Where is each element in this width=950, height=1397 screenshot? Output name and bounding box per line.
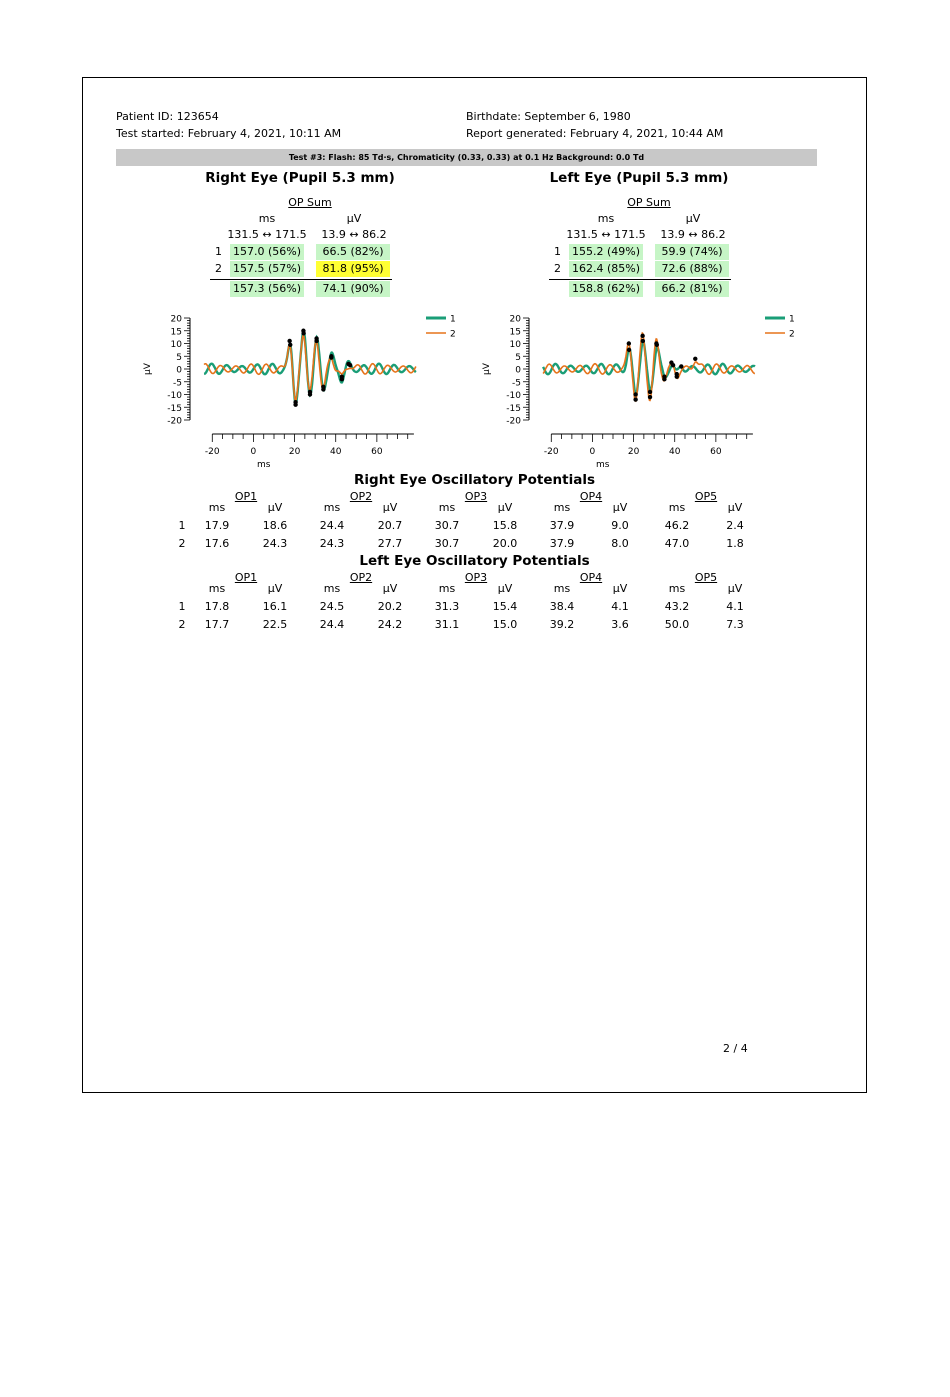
op-value: 30.7 xyxy=(434,519,460,532)
x-tick-label: 60 xyxy=(710,447,722,457)
legend-label: 1 xyxy=(450,314,456,325)
op-value: 24.4 xyxy=(319,618,345,631)
op-value: 15.0 xyxy=(492,618,518,631)
op-value: 4.1 xyxy=(726,600,744,613)
op-marker xyxy=(633,392,637,396)
op-value: 15.8 xyxy=(492,519,518,532)
op-marker xyxy=(633,397,637,401)
op-marker xyxy=(648,390,652,394)
op-value: 30.7 xyxy=(434,537,460,550)
y-tick-label: 5 xyxy=(515,352,521,363)
x-tick-label: 40 xyxy=(329,447,342,457)
col-uv: µV xyxy=(727,501,743,514)
x-tick-label: 60 xyxy=(371,447,383,457)
col-uv: µV xyxy=(612,582,628,595)
op-marker xyxy=(693,357,697,361)
op-value: 17.8 xyxy=(204,600,230,613)
row1-uv: 59.9 (74%) xyxy=(655,244,729,260)
col-ms: ms xyxy=(438,582,456,595)
op-sum-title: OP Sum xyxy=(627,196,671,209)
op-header: OP2 xyxy=(349,571,373,584)
y-tick-label: 20 xyxy=(509,314,521,325)
op-value: 27.7 xyxy=(377,537,403,550)
op-marker xyxy=(308,392,312,396)
op-value: 4.1 xyxy=(611,600,629,613)
x-axis-label: ms xyxy=(595,460,610,470)
y-tick-label: -5 xyxy=(173,378,182,389)
op-value: 24.4 xyxy=(319,519,345,532)
row2-uv: 81.8 (95%) xyxy=(316,261,390,277)
avg-ms: 157.3 (56%) xyxy=(230,281,304,297)
row-label: 1 xyxy=(178,600,186,613)
op-header: OP1 xyxy=(234,490,258,503)
op-marker xyxy=(627,348,631,352)
x-tick-label: 20 xyxy=(627,447,640,457)
left-ops-table xyxy=(83,571,866,631)
legend-label: 2 xyxy=(789,329,795,340)
col-ms: ms xyxy=(258,212,276,225)
col-uv: µV xyxy=(497,501,513,514)
page-number: 2 / 4 xyxy=(723,1042,748,1055)
op-marker xyxy=(314,336,318,340)
row-label: 1 xyxy=(554,245,561,258)
op-value: 46.2 xyxy=(664,519,690,532)
op-value: 24.2 xyxy=(377,618,403,631)
y-tick-label: 0 xyxy=(515,365,521,376)
y-tick-label: -10 xyxy=(506,391,521,401)
y-tick-label: -20 xyxy=(506,416,521,427)
op-marker xyxy=(671,363,675,367)
op-marker xyxy=(348,363,352,367)
op-value: 15.4 xyxy=(492,600,518,613)
op-value: 43.2 xyxy=(664,600,690,613)
y-tick-label: -15 xyxy=(506,403,521,414)
col-uv: µV xyxy=(382,582,398,595)
legend-label: 1 xyxy=(789,314,795,325)
op-value: 1.8 xyxy=(726,537,744,550)
col-uv: µV xyxy=(497,582,513,595)
op-marker xyxy=(648,395,652,399)
divider xyxy=(549,279,731,280)
op-marker xyxy=(288,343,292,347)
op-marker xyxy=(675,374,679,378)
op-marker xyxy=(627,341,631,345)
x-tick-label: 0 xyxy=(589,447,596,457)
y-tick-label: 15 xyxy=(170,327,182,338)
row2-uv: 72.6 (88%) xyxy=(655,261,729,277)
op-value: 38.4 xyxy=(549,600,575,613)
op-header: OP3 xyxy=(464,571,488,584)
row-label: 2 xyxy=(554,262,561,275)
op-marker xyxy=(321,387,325,391)
op-header: OP5 xyxy=(694,571,718,584)
row-label: 2 xyxy=(178,618,186,631)
op-value: 37.9 xyxy=(549,537,575,550)
range-uv: 13.9 ↔ 86.2 xyxy=(321,228,387,241)
op-marker xyxy=(679,364,683,368)
col-ms: ms xyxy=(668,501,686,514)
y-tick-label: -15 xyxy=(167,403,182,414)
row1-ms: 155.2 (49%) xyxy=(569,244,643,260)
col-ms: ms xyxy=(668,582,686,595)
left-eye-title: Left Eye (Pupil 5.3 mm) xyxy=(549,170,729,186)
op-marker xyxy=(287,339,291,343)
op-sum-title: OP Sum xyxy=(288,196,332,209)
row-label: 2 xyxy=(178,537,186,550)
col-uv: µV xyxy=(267,501,283,514)
op-value: 24.3 xyxy=(319,537,345,550)
col-uv: µV xyxy=(382,501,398,514)
op-marker xyxy=(654,341,658,345)
range-ms: 131.5 ↔ 171.5 xyxy=(566,228,646,241)
left-eye-op-chart xyxy=(477,306,807,471)
avg-uv: 66.2 (81%) xyxy=(655,281,729,297)
op-value: 24.3 xyxy=(262,537,288,550)
x-tick-label: 20 xyxy=(288,447,301,457)
row-label: 2 xyxy=(215,262,222,275)
op-marker xyxy=(640,334,644,338)
op-header: OP5 xyxy=(694,490,718,503)
y-tick-label: -10 xyxy=(167,391,182,401)
op-header: OP4 xyxy=(579,571,603,584)
op-value: 7.3 xyxy=(726,618,744,631)
test-started: Test started: February 4, 2021, 10:11 AM xyxy=(116,127,342,140)
y-tick-label: 10 xyxy=(170,340,182,350)
op-header: OP1 xyxy=(234,571,258,584)
y-tick-label: 10 xyxy=(509,340,521,350)
op-value: 22.5 xyxy=(262,618,288,631)
y-tick-label: 20 xyxy=(170,314,182,325)
op-value: 20.2 xyxy=(377,600,403,613)
legend-label: 2 xyxy=(450,329,456,340)
left-ops-title: Left Eye Oscillatory Potentials xyxy=(359,553,590,569)
op-value: 31.3 xyxy=(434,600,460,613)
op-value: 2.4 xyxy=(726,519,744,532)
op-value: 18.6 xyxy=(262,519,288,532)
op-value: 20.0 xyxy=(492,537,518,550)
op-marker xyxy=(662,374,666,378)
op-value: 20.7 xyxy=(377,519,403,532)
series-line-1 xyxy=(543,341,755,394)
col-ms: ms xyxy=(553,501,571,514)
op-value: 31.1 xyxy=(434,618,460,631)
col-ms: ms xyxy=(323,582,341,595)
op-value: 47.0 xyxy=(664,537,690,550)
op-value: 37.9 xyxy=(549,519,575,532)
y-tick-label: 15 xyxy=(509,327,521,338)
right-eye-op-chart xyxy=(138,306,468,471)
col-uv: µV xyxy=(685,212,701,225)
y-axis-label: µV xyxy=(482,363,492,375)
col-uv: µV xyxy=(727,582,743,595)
row-label: 1 xyxy=(178,519,186,532)
birthdate: Birthdate: September 6, 1980 xyxy=(466,110,631,123)
op-value: 17.6 xyxy=(204,537,230,550)
op-marker xyxy=(301,329,305,333)
op-value: 16.1 xyxy=(262,600,288,613)
col-ms: ms xyxy=(323,501,341,514)
row-label: 1 xyxy=(215,245,222,258)
range-ms: 131.5 ↔ 171.5 xyxy=(227,228,307,241)
op-value: 3.6 xyxy=(611,618,629,631)
report-page xyxy=(82,77,867,1093)
op-header: OP4 xyxy=(579,490,603,503)
y-tick-label: -20 xyxy=(167,416,182,427)
x-axis-label: ms xyxy=(256,460,271,470)
row1-ms: 157.0 (56%) xyxy=(230,244,304,260)
col-uv: µV xyxy=(346,212,362,225)
x-tick-label: -20 xyxy=(204,447,220,457)
col-uv: µV xyxy=(612,501,628,514)
op-value: 17.9 xyxy=(204,519,230,532)
op-value: 17.7 xyxy=(204,618,230,631)
right-ops-title: Right Eye Oscillatory Potentials xyxy=(354,472,595,488)
op-header: OP3 xyxy=(464,490,488,503)
divider xyxy=(210,279,392,280)
right-eye-title: Right Eye (Pupil 5.3 mm) xyxy=(205,170,395,186)
op-marker xyxy=(293,403,297,407)
y-tick-label: 0 xyxy=(176,365,182,376)
row2-ms: 162.4 (85%) xyxy=(569,261,643,277)
right-ops-table xyxy=(83,490,866,550)
x-tick-label: -20 xyxy=(543,447,559,457)
op-header: OP2 xyxy=(349,490,373,503)
col-ms: ms xyxy=(597,212,615,225)
y-tick-label: 5 xyxy=(176,352,182,363)
op-marker xyxy=(340,374,344,378)
x-tick-label: 40 xyxy=(668,447,681,457)
op-value: 50.0 xyxy=(664,618,690,631)
row2-ms: 157.5 (57%) xyxy=(230,261,304,277)
y-axis-label: µV xyxy=(143,363,153,375)
test-info-bar: Test #3: Flash: 85 Td·s, Chromaticity (0.33, 0.33) at 0.1 Hz Background: 0.0 Td xyxy=(116,149,817,166)
x-tick-label: 0 xyxy=(250,447,257,457)
range-uv: 13.9 ↔ 86.2 xyxy=(660,228,726,241)
op-value: 9.0 xyxy=(611,519,629,532)
op-marker xyxy=(641,339,645,343)
report-generated: Report generated: February 4, 2021, 10:44 AM xyxy=(466,127,724,140)
y-tick-label: -5 xyxy=(512,378,521,389)
op-marker xyxy=(329,355,333,359)
op-value: 8.0 xyxy=(611,537,629,550)
avg-uv: 74.1 (90%) xyxy=(316,281,390,297)
op-value: 39.2 xyxy=(549,618,575,631)
col-ms: ms xyxy=(438,501,456,514)
op-value: 24.5 xyxy=(319,600,345,613)
col-ms: ms xyxy=(208,582,226,595)
col-uv: µV xyxy=(267,582,283,595)
patient-id: Patient ID: 123654 xyxy=(116,110,219,123)
row1-uv: 66.5 (82%) xyxy=(316,244,390,260)
avg-ms: 158.8 (62%) xyxy=(569,281,643,297)
col-ms: ms xyxy=(553,582,571,595)
col-ms: ms xyxy=(208,501,226,514)
